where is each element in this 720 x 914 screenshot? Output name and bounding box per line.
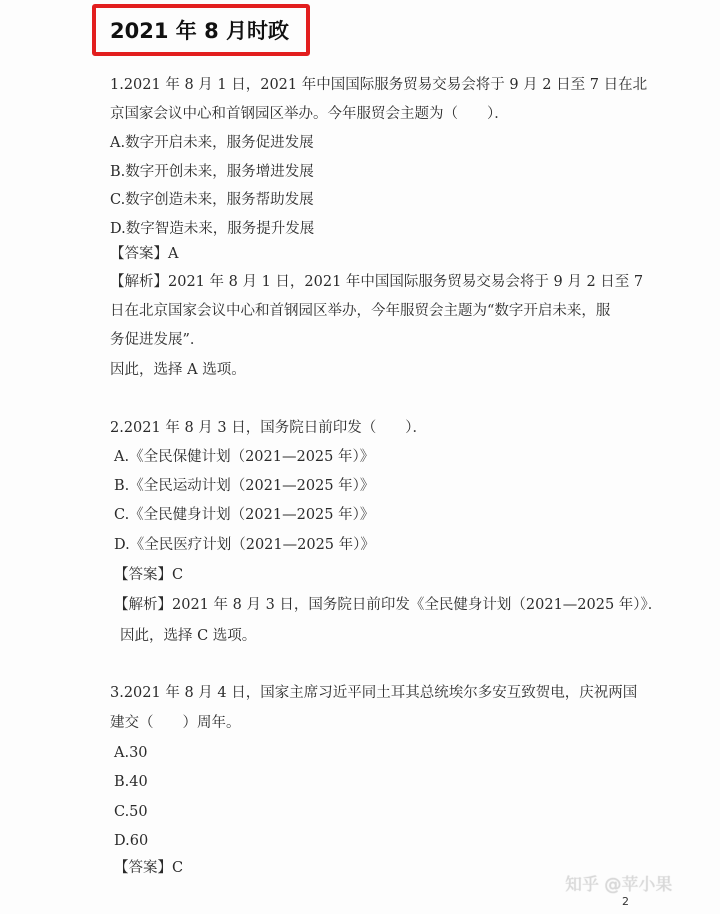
page-number: 2 bbox=[622, 895, 629, 908]
watermark: 知乎 @苹小果 bbox=[565, 875, 673, 895]
q2-option-c: C.《全民健身计划（2021—2025 年）》 bbox=[114, 507, 375, 523]
q1-option-a: A.数字开启未来，服务促进发展 bbox=[110, 135, 314, 151]
q1-analysis-line3: 务促进发展”． bbox=[110, 332, 205, 348]
q2-analysis: 【解析】2021 年 8 月 3 日，国务院日前印发《全民健身计划（2021—2025 年）》． bbox=[114, 597, 663, 613]
q2-answer: 【答案】C bbox=[114, 567, 184, 583]
q3-question-line1: 3.2021 年 8 月 4 日，国家主席习近平同土耳其总统埃尔多安互致贺电，庆祝两国 bbox=[110, 685, 638, 701]
q1-question-line1: 1.2021 年 8 月 1 日，2021 年中国国际服务贸易交易会将于 9 月 2 日至 7 日在北 bbox=[110, 77, 648, 93]
q3-question-line2: 建交（ ）周年。 bbox=[110, 715, 241, 731]
q3-answer: 【答案】C bbox=[114, 860, 184, 876]
q3-option-a: A.30 bbox=[114, 745, 148, 761]
q2-question: 2.2021 年 8 月 3 日，国务院日前印发（ ）． bbox=[110, 420, 427, 436]
q1-option-b: B.数字开创未来，服务增进发展 bbox=[110, 164, 314, 180]
q2-option-d: D.《全民医疗计划（2021—2025 年）》 bbox=[114, 537, 375, 553]
q1-option-c: C.数字创造未来，服务帮助发展 bbox=[110, 192, 314, 208]
q1-answer: 【答案】A bbox=[110, 246, 179, 262]
q2-option-a: A.《全民保健计划（2021—2025 年）》 bbox=[114, 449, 375, 465]
q1-conclusion: 因此，选择 A 选项。 bbox=[110, 362, 246, 378]
q1-option-d: D.数字智造未来，服务提升发展 bbox=[110, 221, 315, 237]
q1-analysis-line2: 日在北京国家会议中心和首钢园区举办，今年服贸会主题为“数字开启未来，服 bbox=[110, 303, 611, 319]
page-title: 2021 年 8 月时政 bbox=[92, 4, 310, 56]
q1-analysis-line1: 【解析】2021 年 8 月 1 日，2021 年中国国际服务贸易交易会将于 9 月 2 日至 7 bbox=[110, 274, 644, 290]
q3-option-b: B.40 bbox=[114, 774, 148, 790]
q2-option-b: B.《全民运动计划（2021—2025 年）》 bbox=[114, 478, 375, 494]
q3-option-c: C.50 bbox=[114, 804, 148, 820]
q1-question-line2: 京国家会议中心和首钢园区举办。今年服贸会主题为（ ）． bbox=[110, 106, 509, 122]
q2-conclusion: 因此，选择 C 选项。 bbox=[120, 628, 257, 644]
q3-option-d: D.60 bbox=[114, 833, 149, 849]
